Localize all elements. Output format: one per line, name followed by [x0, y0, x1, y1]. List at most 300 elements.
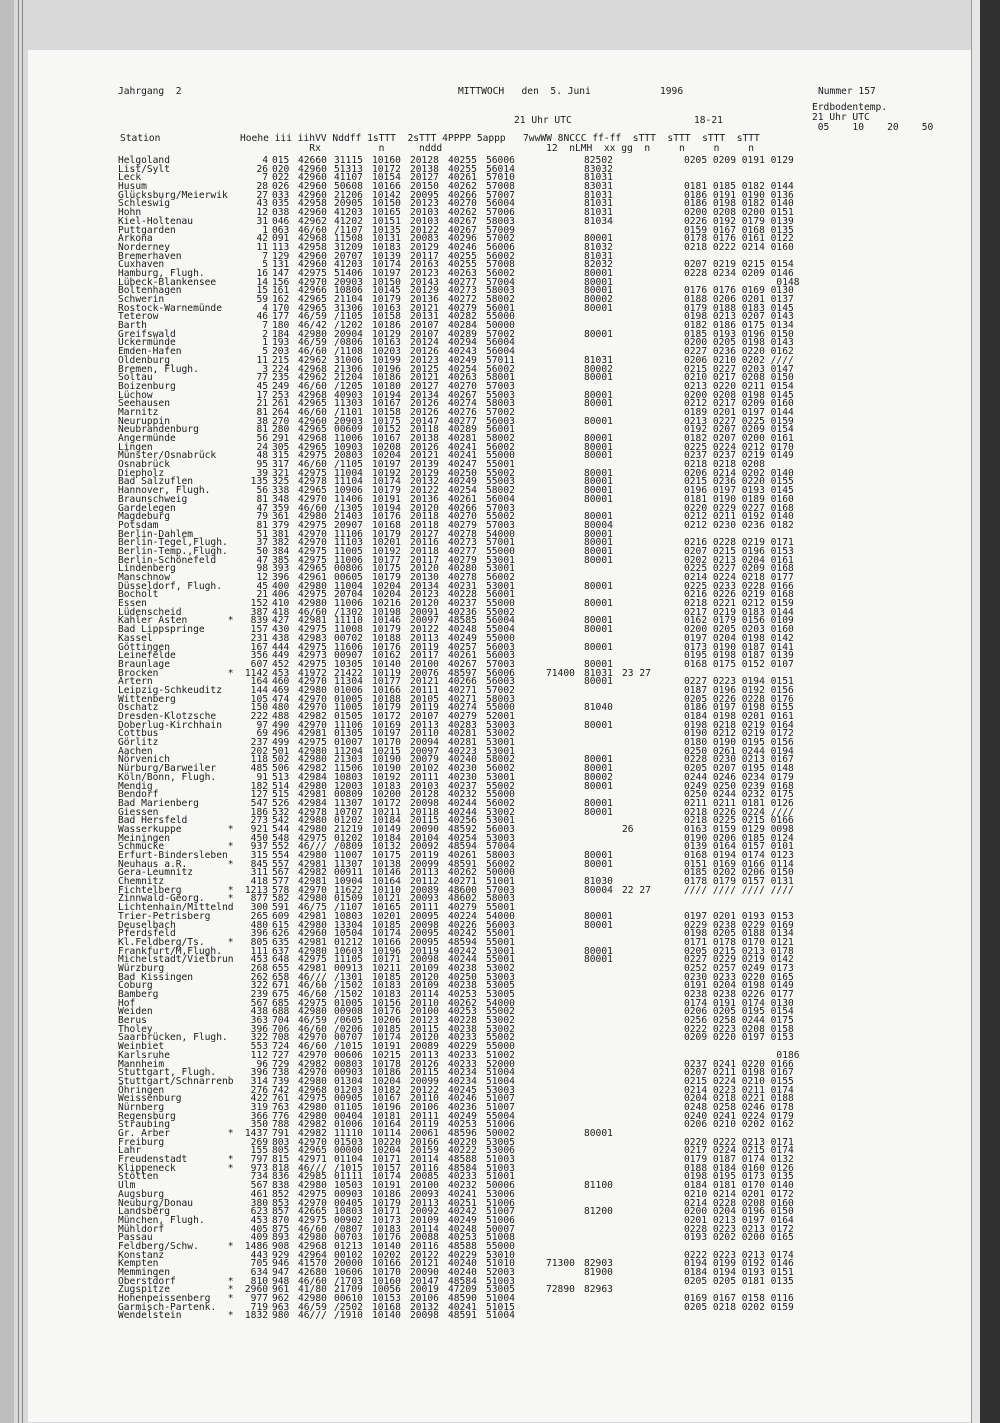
- table-cell: 53001: [486, 945, 515, 957]
- table-cell: 10167: [372, 398, 401, 410]
- table-cell: 10906: [334, 485, 363, 497]
- table-cell: 42980: [298, 1180, 327, 1192]
- table-cell: 20121: [410, 676, 439, 688]
- table-cell: 40278: [448, 528, 477, 540]
- table-cell: 10803: [334, 910, 363, 922]
- table-cell: 0214 0228 0208 0160: [684, 1197, 794, 1209]
- table-cell: 40241: [448, 441, 477, 453]
- table-cell: 635: [272, 936, 290, 948]
- table-cell: 20061: [410, 1128, 439, 1139]
- table-cell: 11006: [334, 433, 363, 444]
- table-cell: 20150: [410, 181, 439, 193]
- station-name: Oschatz: [118, 702, 159, 714]
- table-cell: 80001: [584, 511, 613, 523]
- table-cell: 40273: [448, 285, 477, 297]
- station-name: Giessen: [118, 806, 159, 818]
- table-cell: 10204: [372, 450, 401, 462]
- table-cell: 48600: [448, 884, 477, 896]
- table-cell: 56006: [486, 667, 515, 679]
- table-cell: 40246: [448, 1093, 477, 1105]
- table-cell: 48597: [448, 667, 477, 679]
- station-name: Lüdenscheid: [118, 606, 182, 618]
- table-cell: 0249 0250 0239 0168: [684, 780, 794, 792]
- table-cell: 0205 0226 0228 0176: [684, 693, 794, 705]
- table-cell: 552: [272, 841, 290, 853]
- table-cell: /1502: [334, 980, 363, 992]
- station-name: Konstanz: [118, 1249, 165, 1261]
- station-name: Düsseldorf, Flugh.: [118, 580, 222, 592]
- table-cell: 268: [250, 962, 268, 974]
- table-cell: 42980: [298, 1232, 327, 1244]
- table-cell: 501: [272, 745, 290, 757]
- table-cell: 56002: [486, 763, 515, 775]
- station-name: Passau: [118, 1232, 153, 1244]
- table-cell: 10167: [372, 1093, 401, 1105]
- table-cell: 42965: [298, 424, 327, 436]
- station-name: Ulm: [118, 1180, 136, 1192]
- station-name: Seehausen: [118, 398, 170, 410]
- table-cell: 0202 0213 0204 0161: [684, 554, 794, 566]
- table-cell: 43: [256, 198, 268, 210]
- table-cell: 338: [272, 485, 290, 497]
- table-cell: 42982: [298, 711, 327, 722]
- table-cell: 80001: [584, 624, 613, 636]
- table-cell: 42970: [298, 1197, 327, 1209]
- table-cell: 10305: [334, 658, 363, 670]
- table-cell: 704: [272, 1015, 290, 1027]
- table-cell: 58003: [486, 285, 515, 297]
- table-cell: 00405: [334, 1197, 363, 1209]
- station-name: Neuhaus a.R. *: [118, 858, 234, 870]
- table-cell: 513: [272, 771, 290, 783]
- table-cell: 20119: [410, 1119, 439, 1131]
- table-cell: 280: [272, 424, 290, 436]
- station-name: Stuttgart, Flugh.: [118, 1067, 217, 1079]
- table-cell: 57001: [486, 537, 515, 549]
- table-cell: 315: [272, 450, 290, 462]
- table-cell: 80002: [584, 363, 613, 375]
- table-cell: 40249: [448, 476, 477, 488]
- table-cell: 53002: [486, 806, 515, 818]
- station-name: Zinnwald-Georg. *: [118, 893, 234, 905]
- table-cell: 1832: [244, 1310, 268, 1322]
- table-cell: 418: [250, 876, 268, 888]
- table-cell: 00605: [334, 572, 363, 583]
- station-name: Deuselbach: [118, 919, 176, 931]
- station-name: Hannover, Flugh.: [118, 485, 211, 497]
- table-cell: 10197: [372, 728, 401, 740]
- table-cell: 40276: [448, 406, 477, 418]
- table-cell: 40253: [448, 1006, 477, 1018]
- table-cell: 56004: [486, 198, 515, 210]
- table-cell: 42965: [298, 294, 327, 305]
- table-cell: 0192 0207 0209 0154: [684, 424, 794, 436]
- table-cell: 038: [272, 207, 290, 219]
- table-cell: 0212 0230 0236 0182: [684, 519, 794, 531]
- station-name: Cuxhaven: [118, 259, 165, 271]
- issue-number: Nummer 157: [818, 86, 876, 97]
- table-cell: 20115: [410, 1023, 439, 1035]
- station-name: Hohenpeissenberg *: [118, 1293, 234, 1305]
- table-cell: 81032: [584, 241, 613, 253]
- table-cell: 20113: [410, 867, 439, 879]
- table-cell: 40266: [448, 676, 477, 688]
- station-name: Bremen, Flugh.: [118, 363, 199, 375]
- table-cell: 42970: [298, 276, 327, 288]
- table-cell: 40241: [448, 1301, 477, 1313]
- table-cell: 127: [250, 789, 268, 801]
- table-cell: 42981: [298, 789, 327, 801]
- table-cell: 80001: [584, 285, 613, 297]
- table-cell: 10179: [372, 1197, 401, 1209]
- table-cell: 20143: [410, 276, 439, 288]
- table-cell: 10166: [372, 181, 401, 193]
- table-cell: 42980: [298, 945, 327, 957]
- table-cell: 80001: [584, 493, 613, 505]
- table-cell: 10179: [372, 485, 401, 497]
- table-cell: 805: [272, 1145, 290, 1157]
- table-cell: 20138: [410, 163, 439, 175]
- table-cell: 58003: [486, 398, 515, 410]
- table-cell: 0250 0244 0232 0175: [684, 789, 794, 801]
- table-cell: 46/60: [298, 406, 327, 418]
- table-cell: 11004: [334, 580, 363, 592]
- station-name: Marnitz: [118, 406, 159, 418]
- table-cell: 40249: [448, 354, 477, 366]
- table-cell: 0250 0261 0244 0194: [684, 745, 794, 757]
- table-cell: 0225 0233 0228 0166: [684, 580, 794, 592]
- table-cell: 688: [272, 1006, 290, 1018]
- table-cell: 10172: [372, 711, 401, 722]
- table-cell: 55000: [486, 1240, 515, 1252]
- table-cell: 42965: [298, 1145, 327, 1157]
- table-cell: 56004: [486, 346, 515, 358]
- table-cell: 40294: [448, 337, 477, 349]
- table-cell: 80001: [584, 476, 613, 488]
- table-cell: 42981: [298, 728, 327, 740]
- table-cell: 20123: [410, 589, 439, 601]
- table-cell: 305: [272, 441, 290, 453]
- table-cell: 20121: [410, 302, 439, 314]
- table-cell: 40253: [448, 989, 477, 1000]
- table-cell: 48592: [448, 823, 477, 835]
- table-cell: 453: [250, 1214, 268, 1226]
- table-cell: 449: [272, 650, 290, 662]
- table-cell: 42: [256, 233, 268, 245]
- table-cell: /1105: [334, 459, 363, 471]
- table-cell: 40237: [448, 598, 477, 610]
- table-cell: 4: [262, 302, 268, 314]
- table-cell: 10179: [372, 702, 401, 714]
- table-cell: 0216 0226 0219 0168: [684, 589, 794, 601]
- table-cell: 48596: [448, 1128, 477, 1139]
- table-cell: 20095: [410, 936, 439, 948]
- table-cell: 788: [272, 1119, 290, 1131]
- table-cell: 0205 0218 0202 0159: [684, 1301, 794, 1313]
- table-cell: 46/60: [298, 224, 327, 236]
- table-cell: 53005: [486, 1136, 515, 1148]
- table-cell: 01111: [334, 1171, 363, 1183]
- station-name: Kiel-Holtenau: [118, 215, 194, 227]
- table-cell: 10171: [372, 1154, 401, 1166]
- table-cell: 311: [250, 867, 268, 879]
- table-cell: 80001: [584, 485, 613, 497]
- table-cell: 20103: [410, 780, 439, 792]
- table-cell: 40263: [448, 267, 477, 279]
- table-cell: 20120: [410, 1032, 439, 1044]
- table-cell: 480: [272, 702, 290, 714]
- table-cell: 10200: [372, 789, 401, 801]
- table-cell: 10186: [372, 320, 401, 332]
- table-cell: 20092: [410, 841, 439, 853]
- table-cell: 361: [272, 511, 290, 523]
- table-cell: 20091: [410, 606, 439, 618]
- table-cell: 567: [250, 997, 268, 1009]
- table-cell: 20095: [410, 910, 439, 922]
- table-cell: 0179 0188 0183 0145: [684, 302, 794, 314]
- table-cell: 55002: [486, 467, 515, 479]
- table-cell: 21422: [334, 667, 363, 679]
- table-cell: 81030: [584, 876, 613, 888]
- table-cell: 79: [256, 511, 268, 523]
- table-cell: 0228 0230 0213 0167: [684, 754, 794, 766]
- table-cell: 729: [272, 1058, 290, 1070]
- table-cell: 10132: [372, 841, 401, 853]
- table-cell: 51004: [486, 1310, 515, 1322]
- table-cell: 152: [250, 598, 268, 610]
- table-cell: 42968: [298, 1084, 327, 1096]
- table-cell: 0181 0185 0182 0144: [684, 181, 794, 193]
- station-name: Lindenberg: [118, 563, 176, 575]
- station-name: Boizenburg: [118, 380, 176, 392]
- table-cell: 0205 0215 0213 0178: [684, 945, 794, 957]
- table-cell: 0213 0227 0225 0159: [684, 415, 794, 427]
- table-cell: 53003: [486, 971, 515, 983]
- table-cell: 42968: [298, 389, 327, 401]
- table-cell: 42980: [298, 780, 327, 792]
- table-cell: 10198: [372, 606, 401, 618]
- table-cell: 10196: [372, 945, 401, 957]
- table-cell: 40254: [448, 485, 477, 497]
- station-name: Würzburg: [118, 962, 165, 974]
- table-cell: 366: [250, 1110, 268, 1122]
- table-cell: 444: [272, 641, 290, 653]
- table-cell: 40262: [448, 867, 477, 879]
- table-cell: 40281: [448, 728, 477, 740]
- table-cell: 322: [250, 980, 268, 992]
- table-cell: 42978: [298, 476, 327, 488]
- table-cell: 20136: [410, 294, 439, 305]
- table-cell: 20122: [410, 1249, 439, 1261]
- table-cell: 54000: [486, 997, 515, 1009]
- table-cell: 0237 0241 0220 0166: [684, 1058, 794, 1070]
- table-cell: 52003: [486, 1267, 515, 1278]
- table-cell: 55004: [486, 624, 515, 636]
- table-cell: 42982: [298, 1128, 327, 1139]
- table-cell: 42980: [298, 1075, 327, 1087]
- table-cell: 10204: [372, 589, 401, 601]
- table-cell: 10168: [372, 519, 401, 531]
- table-cell: 0217 0224 0215 0174: [684, 1145, 794, 1157]
- table-cell: 10179: [372, 572, 401, 583]
- table-cell: 45: [256, 580, 268, 592]
- station-name: Dresden-Klotzsche: [118, 711, 217, 722]
- table-cell: 40250: [448, 971, 477, 983]
- table-cell: 80001: [584, 302, 613, 314]
- table-cell: 53001: [486, 737, 515, 749]
- table-cell: 0162 0179 0156 0109: [684, 615, 794, 627]
- table-cell: 80002: [584, 294, 613, 305]
- table-cell: 72890: [546, 1284, 575, 1296]
- table-cell: 20118: [410, 424, 439, 436]
- table-cell: 11307: [334, 858, 363, 870]
- table-cell: 51: [256, 528, 268, 540]
- table-cell: 01007: [334, 737, 363, 749]
- table-cell: 10211: [372, 962, 401, 974]
- table-cell: 5: [262, 346, 268, 358]
- table-cell: 0200 0205 0198 0143: [684, 337, 794, 349]
- table-cell: 20129: [410, 285, 439, 297]
- background-edge: [980, 0, 1000, 1423]
- table-cell: 42981: [298, 962, 327, 974]
- table-cell: 20903: [334, 415, 363, 427]
- table-cell: 42975: [298, 267, 327, 279]
- table-cell: 56004: [486, 493, 515, 505]
- table-cell: 57004: [486, 841, 515, 853]
- table-cell: 42983: [298, 632, 327, 644]
- table-cell: 20093: [410, 893, 439, 905]
- table-cell: 98: [256, 563, 268, 575]
- table-cell: 51010: [486, 1258, 515, 1270]
- table-cell: 20110: [410, 1093, 439, 1105]
- table-cell: 0238 0238 0226 0177: [684, 989, 794, 1000]
- table-cell: 42975: [298, 954, 327, 966]
- table-cell: 46/60: [298, 1275, 327, 1287]
- table-cell: 547: [250, 797, 268, 809]
- table-cell: 0188 0206 0201 0137: [684, 294, 794, 305]
- table-cell: 20116: [410, 1240, 439, 1252]
- table-cell: 396: [272, 572, 290, 583]
- table-cell: 56004: [486, 615, 515, 627]
- table-cell: /1107: [334, 224, 363, 236]
- table-cell: 58002: [486, 754, 515, 766]
- table-cell: 40220: [448, 1136, 477, 1148]
- table-cell: 10172: [372, 163, 401, 175]
- table-cell: 40223: [448, 745, 477, 757]
- table-cell: 20147: [410, 1275, 439, 1287]
- table-cell: 20111: [410, 771, 439, 783]
- table-cell: 10151: [372, 215, 401, 227]
- table-cell: 10121: [372, 893, 401, 905]
- station-name: Osnabrück: [118, 459, 170, 471]
- table-cell: 0216 0228 0219 0171: [684, 537, 794, 549]
- table-cell: 11008: [334, 624, 363, 636]
- table-cell: 17: [256, 389, 268, 401]
- table-cell: 20121: [410, 372, 439, 384]
- table-cell: 10191: [372, 493, 401, 505]
- table-cell: 0207 0219 0215 0154: [684, 259, 794, 271]
- table-cell: 97: [256, 719, 268, 731]
- table-cell: 1: [262, 224, 268, 236]
- table-cell: 0206 0210 0202 ////: [684, 354, 794, 366]
- table-cell: 1142: [244, 667, 268, 679]
- table-cell: 10177: [372, 554, 401, 566]
- table-cell: 706: [272, 1023, 290, 1035]
- table-cell: 42960: [298, 189, 327, 201]
- table-cell: 393: [272, 563, 290, 575]
- table-cell: /1108: [334, 346, 363, 358]
- table-cell: 319: [250, 1101, 268, 1113]
- station-name: Nörvenich: [118, 754, 170, 766]
- table-cell: 55000: [486, 598, 515, 610]
- table-cell: 42960: [298, 181, 327, 193]
- table-cell: 80001: [584, 858, 613, 870]
- station-name: Kassel: [118, 632, 153, 644]
- table-cell: 52000: [486, 1058, 515, 1070]
- table-cell: 52001: [486, 711, 515, 722]
- table-cell: 26: [622, 823, 634, 835]
- table-cell: 0187 0196 0192 0156: [684, 684, 794, 696]
- table-cell: 0205 0209 0191 0129: [684, 155, 794, 166]
- table-cell: 222: [250, 711, 268, 722]
- table-cell: 10197: [372, 459, 401, 471]
- table-cell: 42968: [298, 1240, 327, 1252]
- table-cell: 51007: [486, 1093, 515, 1105]
- table-cell: 27: [256, 189, 268, 201]
- table-cell: 42975: [298, 997, 327, 1009]
- table-cell: 453: [250, 954, 268, 966]
- table-cell: 705: [250, 1258, 268, 1270]
- table-cell: 0222 0223 0213 0174: [684, 1249, 794, 1261]
- table-cell: 51004: [486, 1067, 515, 1079]
- table-cell: 42968: [298, 233, 327, 245]
- table-cell: 2960: [244, 1284, 268, 1296]
- station-name: Nürburg/Barweiler: [118, 763, 217, 775]
- table-cell: 20120: [410, 502, 439, 514]
- table-cell: 57003: [486, 502, 515, 514]
- table-cell: 55000: [486, 702, 515, 714]
- table-cell: 58002: [486, 433, 515, 444]
- table-cell: 40261: [448, 650, 477, 662]
- table-cell: 0211 0211 0181 0126: [684, 797, 794, 809]
- station-name: Münster/Osnabrück: [118, 450, 217, 462]
- table-cell: 20083: [410, 233, 439, 245]
- table-cell: 20139: [410, 459, 439, 471]
- table-cell: 578: [272, 884, 290, 896]
- station-name: Emden-Hafen: [118, 346, 182, 358]
- table-cell: 40244: [448, 806, 477, 818]
- table-cell: 40241: [448, 1188, 477, 1200]
- table-cell: 0218 0225 0215 0166: [684, 815, 794, 827]
- station-name: Gardelegen: [118, 502, 176, 514]
- station-column-label: Station: [120, 133, 161, 144]
- table-cell: 0227 0229 0219 0142: [684, 954, 794, 966]
- jahrgang-label: Jahrgang 2: [118, 86, 182, 97]
- table-cell: 91: [256, 771, 268, 783]
- table-cell: 0206 0214 0202 0140: [684, 467, 794, 479]
- table-cell: 10110: [372, 884, 401, 896]
- table-cell: 57003: [486, 658, 515, 670]
- table-cell: 20076: [410, 667, 439, 679]
- table-cell: 11506: [334, 763, 363, 775]
- table-cell: 23 27: [622, 667, 651, 679]
- table-cell: 37: [256, 537, 268, 549]
- table-cell: 10192: [372, 467, 401, 479]
- table-cell: 00609: [334, 424, 363, 436]
- table-cell: 21219: [334, 823, 363, 835]
- table-cell: 80001: [584, 398, 613, 410]
- table-cell: 026: [272, 181, 290, 193]
